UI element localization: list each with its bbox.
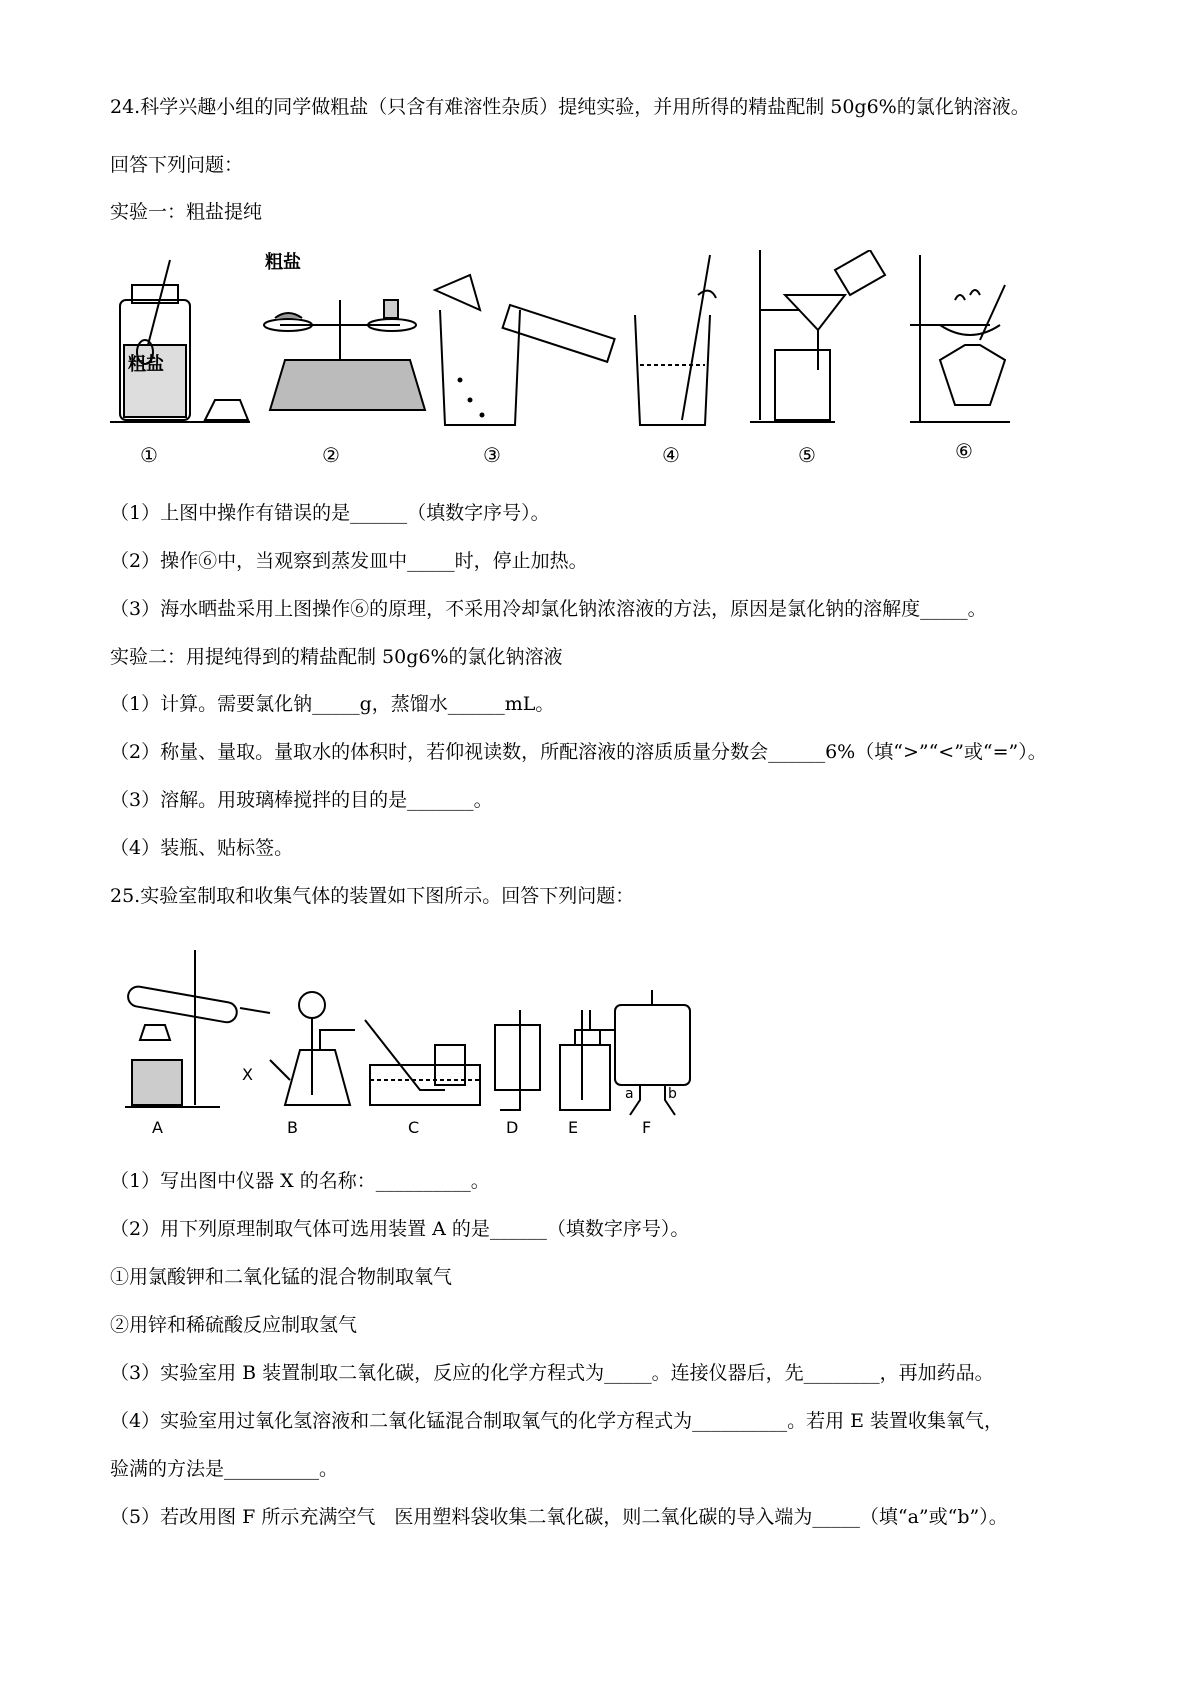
q24-stem-line1: 24.科学兴趣小组的同学做粗盐（只含有难溶性杂质）提纯实验，并用所得的精盐配制 50g6%的氯化钠溶液。 — [110, 96, 1030, 118]
q25-q4-line1: （4）实验室用过氧化氢溶液和二氧化锰混合制取氧气的化学方程式为__________。若用 E 装置收集氧气， — [110, 1410, 1004, 1432]
filtration-drawing — [750, 250, 885, 422]
q24-exp1-q3: （3）海水晒盐采用上图操作⑥的原理，不采用冷却氯化钠浓溶液的方法，原因是氯化钠的溶解度_____。 — [110, 598, 987, 620]
step-6-label: ⑥ — [955, 439, 973, 463]
q25-q2: （2）用下列原理制取气体可选用装置 A 的是______（填数字序号）。 — [110, 1218, 690, 1240]
device-e-label: E — [568, 1118, 579, 1137]
q25-q4-line2: 验满的方法是__________。 — [110, 1458, 339, 1480]
salt-purification-figure — [110, 250, 1100, 470]
q24-exp2-q2: （2）称量、量取。量取水的体积时，若仰视读数，所配溶液的溶质质量分数会______6%（填“>”“<”或“=”）。 — [110, 741, 1047, 763]
device-c-label: C — [408, 1118, 420, 1137]
evaporation-drawing — [910, 255, 1010, 422]
step-1-label: ① — [140, 443, 158, 467]
q24-stem-line2: 回答下列问题： — [110, 154, 244, 176]
label-a: a — [625, 1086, 634, 1102]
label-x: X — [242, 1065, 253, 1084]
step-4-label: ④ — [662, 443, 680, 467]
dissolve-drawing — [435, 275, 615, 425]
q25-stem: 25.实验室制取和收集气体的装置如下图所示。回答下列问题： — [110, 885, 635, 907]
device-e-drawing — [560, 1010, 615, 1110]
step-2-label: ② — [322, 443, 340, 467]
balance-drawing — [264, 300, 425, 410]
q25-q1: （1）写出图中仪器 X 的名称：__________。 — [110, 1170, 490, 1192]
q25-opt2: ②用锌和稀硫酸反应制取氢气 — [110, 1314, 358, 1336]
device-c-drawing — [365, 1020, 480, 1105]
stir-beaker-drawing — [635, 255, 716, 425]
device-f-label: F — [642, 1118, 652, 1137]
device-b-label: B — [287, 1118, 298, 1137]
q25-q5: （5）若改用图 F 所示充满空气 医用塑料袋收集二氧化碳，则二氧化碳的导入端为_____（填“a”或“b”）。 — [110, 1506, 1008, 1528]
device-a-label: A — [152, 1118, 163, 1137]
device-d-drawing — [495, 1010, 540, 1110]
q25-q3: （3）实验室用 B 装置制取二氧化碳，反应的化学方程式为_____。连接仪器后，先________，再加药品。 — [110, 1362, 994, 1384]
q24-exp2-q3: （3）溶解。用玻璃棒搅拌的目的是_______。 — [110, 789, 493, 811]
q24-exp2-q1: （1）计算。需要氯化钠_____g，蒸馏水______mL。 — [110, 693, 555, 715]
q24-exp1-q1: （1）上图中操作有错误的是______（填数字序号）。 — [110, 502, 550, 524]
balance-label: 粗盐 — [265, 252, 301, 273]
q25-opt1: ①用氯酸钾和二氧化锰的混合物制取氧气 — [110, 1266, 453, 1288]
q24-exp1-title: 实验一：粗盐提纯 — [110, 201, 263, 223]
device-d-label: D — [506, 1118, 519, 1137]
q24-exp2-title: 实验二：用提纯得到的精盐配制 50g6%的氯化钠溶液 — [110, 646, 563, 668]
label-b: b — [668, 1086, 677, 1102]
q24-exp1-q2: （2）操作⑥中，当观察到蒸发皿中_____时，停止加热。 — [110, 550, 588, 572]
step-5-label: ⑤ — [798, 443, 816, 467]
gas-apparatus-figure — [120, 950, 740, 1140]
bottle-label: 粗盐 — [128, 354, 164, 375]
device-b-drawing — [270, 992, 355, 1105]
step-3-label: ③ — [483, 443, 501, 467]
q24-exp2-q4: （4）装瓶、贴标签。 — [110, 837, 294, 859]
reagent-bottle-drawing — [110, 260, 250, 422]
